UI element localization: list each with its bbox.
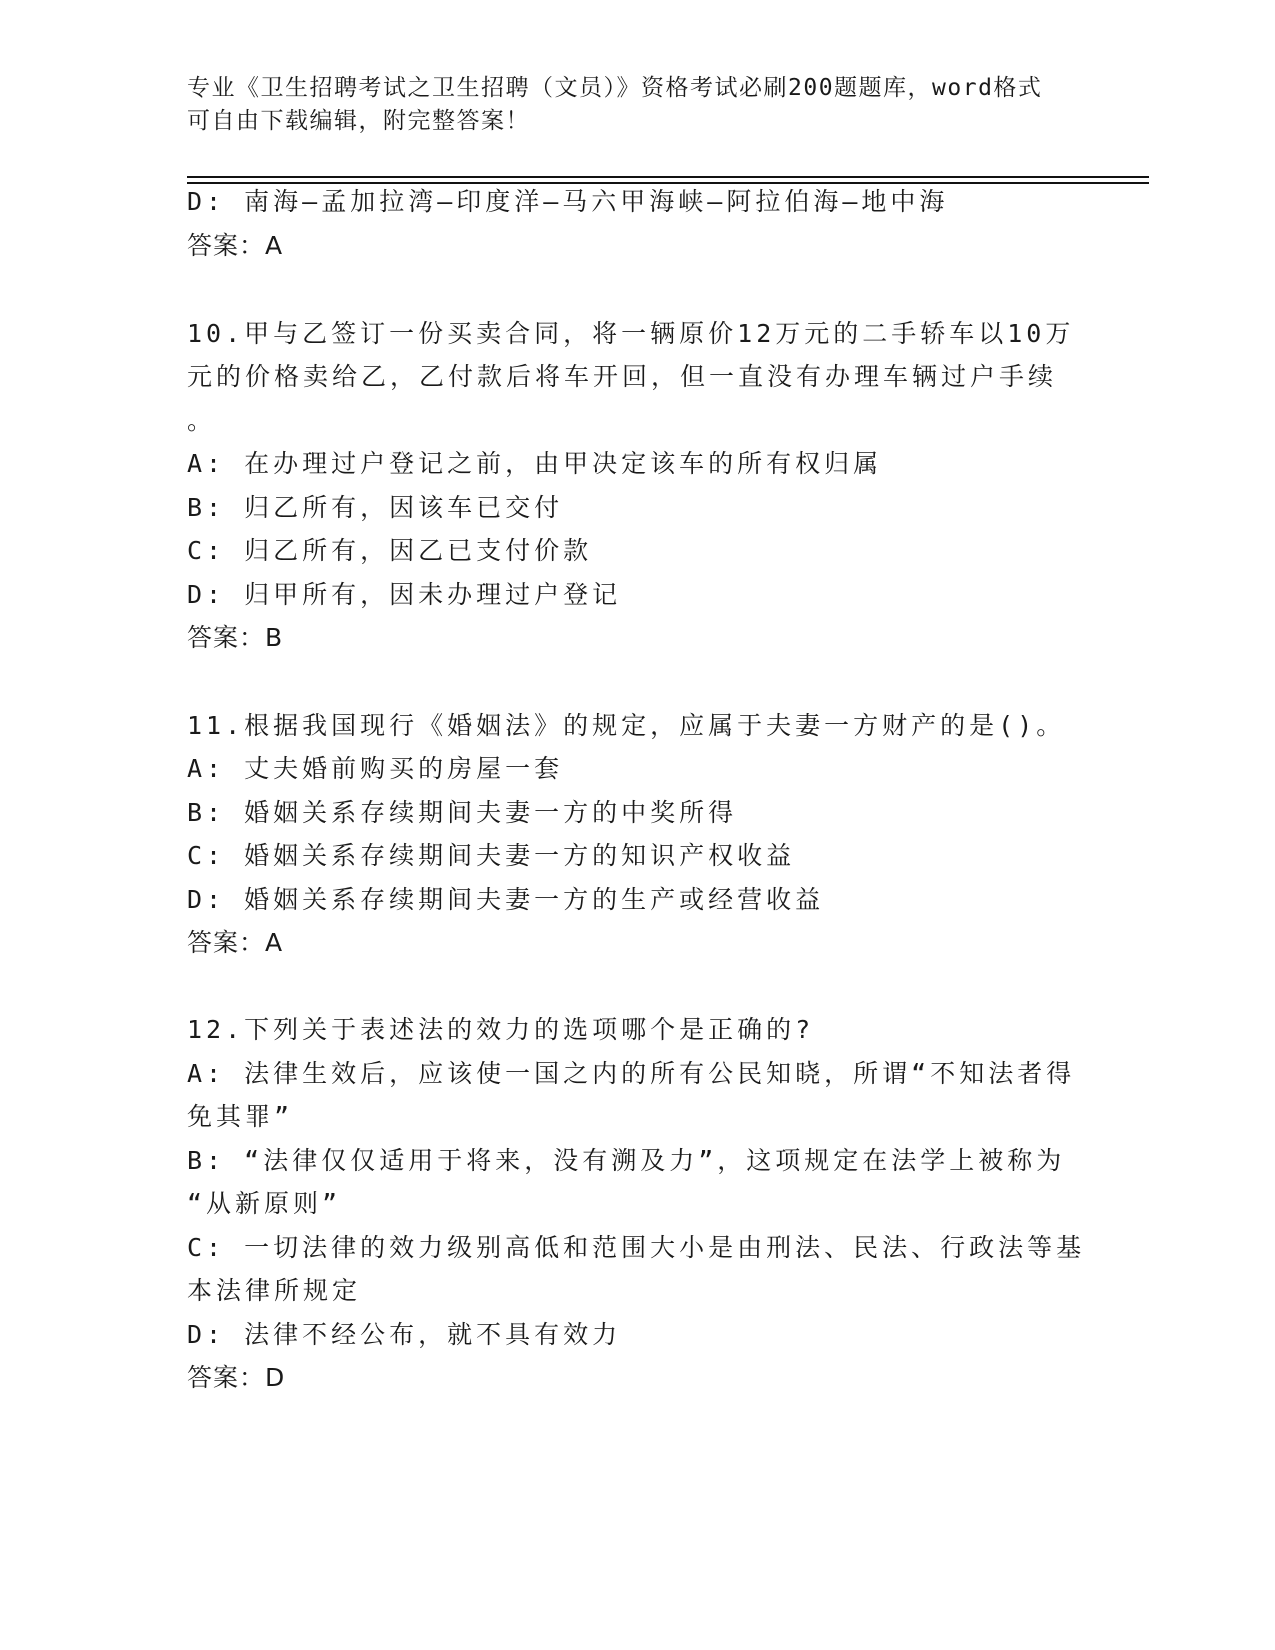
header-divider-top	[187, 176, 1149, 178]
q10-stem-line-3: 。	[187, 406, 217, 435]
q10-option-b: B: 归乙所有，因该车已交付	[187, 493, 564, 522]
header-divider-bottom	[187, 182, 1149, 184]
q12-option-c-line-2: 本法律所规定	[187, 1276, 362, 1305]
q10-option-c: C: 归乙所有，因乙已支付价款	[187, 536, 593, 565]
q12-option-c-line-1: C: 一切法律的效力级别高低和范围大小是由刑法、民法、行政法等基	[187, 1233, 1086, 1262]
q10-option-a: A: 在办理过户登记之前，由甲决定该车的所有权归属	[187, 449, 883, 478]
q11-option-a: A: 丈夫婚前购买的房屋一套	[187, 754, 564, 783]
header-title-line-2: 可自由下载编辑，附完整答案！	[187, 108, 530, 134]
q11-option-d: D: 婚姻关系存续期间夫妻一方的生产或经营收益	[187, 885, 825, 914]
q12-option-b-line-2: “从新原则”	[187, 1189, 342, 1218]
document-header	[187, 72, 1067, 138]
prev-option-d: D: 南海—孟加拉湾—印度洋—马六甲海峡—阿拉伯海—地中海	[187, 187, 949, 216]
q10-answer: 答案：B	[187, 623, 284, 652]
q11-option-c: C: 婚姻关系存续期间夫妻一方的知识产权收益	[187, 841, 796, 870]
prev-answer: 答案：A	[187, 231, 284, 260]
q11-answer: 答案：A	[187, 928, 284, 957]
q12-option-a-line-1: A: 法律生效后，应该使一国之内的所有公民知晓，所谓“不知法者得	[187, 1059, 1076, 1088]
header-title-line-1: 专业《卫生招聘考试之卫生招聘（文员）》资格考试必刷200题题库，word格式	[187, 75, 1043, 101]
q12-option-a-line-2: 免其罪”	[187, 1102, 294, 1131]
q12-answer: 答案：D	[187, 1363, 286, 1392]
q11-stem: 11.根据我国现行《婚姻法》的规定，应属于夫妻一方财产的是()。	[187, 711, 1066, 740]
q12-stem: 12.下列关于表述法的效力的选项哪个是正确的?	[187, 1015, 815, 1044]
q10-option-d: D: 归甲所有，因未办理过户登记	[187, 580, 622, 609]
q10-stem-line-2: 元的价格卖给乙，乙付款后将车开回，但一直没有办理车辆过户手续	[187, 362, 1058, 391]
q12-option-b-line-1: B: “法律仅仅适用于将来，没有溯及力”，这项规定在法学上被称为	[187, 1146, 1066, 1175]
q12-option-d: D: 法律不经公布，就不具有效力	[187, 1320, 622, 1349]
q10-stem-line-1: 10.甲与乙签订一份买卖合同，将一辆原价12万元的二手轿车以10万	[187, 319, 1075, 348]
q11-option-b: B: 婚姻关系存续期间夫妻一方的中奖所得	[187, 798, 738, 827]
